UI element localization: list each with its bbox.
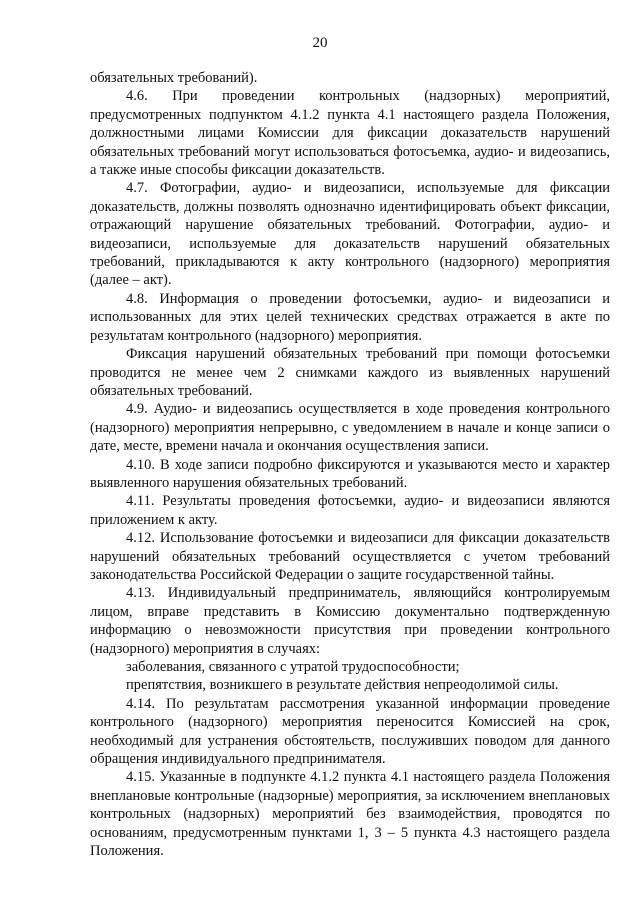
paragraph-4-15: 4.15. Указанные в подпункте 4.1.2 пункта 4.1 настоящего раздела Положения внеплановые контрольные (надзорные) мероприятия, за исключением внеплановых контрольных (надзорных) мероприятий без взаимодействия, проводятся по основаниям, предусмотренным пунктами 1, 3 – 5 пункта 4.3 настоящего раздела Положения. [90, 769, 610, 860]
paragraph-4-10: 4.10. В ходе записи подробно фиксируются и указываются место и характер выявленного нарушения обязательных требований. [90, 456, 610, 491]
paragraph-4-14: 4.14. По результатам рассмотрения указанной информации проведение контрольного (надзорного) мероприятия переносится Комиссией на срок, необходимый для устранения обстоятельств, послуживших поводом для данного обращения индивидуального предпринимателя. [90, 695, 610, 768]
paragraph-4-13: 4.13. Индивидуальный предприниматель, являющийся контролируемым лицом, вправе представить в Комиссию документально подтвержденную информацию о невозможности присутствия при проведении контрольного (надзорного) мероприятия в случаях: [90, 585, 610, 657]
paragraph-4-9: 4.9. Аудио- и видеозапись осуществляется в ходе проведения контрольного (надзорного) мероприятия непрерывно, с уведомлением в начале и конце записи о дате, месте, времени начала и окончания осуществления записи. [90, 401, 610, 455]
paragraph-4-6: 4.6. При проведении контрольных (надзорных) мероприятий, предусмотренных подпунктом 4.1.2 пункта 4.1 настоящего раздела Положения, должностными лицами Комиссии для фиксации доказательств нарушений обязательных требований могут использоваться фотосъемка, аудио- и видеозапись, а также иные способы фиксации доказательств. [90, 88, 610, 179]
paragraph-4-7: 4.7. Фотографии, аудио- и видеозаписи, используемые для фиксации доказательств, должны позволять однозначно идентифицировать объект фиксации, отражающий нарушение обязательных требований. Фотографии, аудио- и видеозаписи, используемые для доказательств нарушений обязательных требований, прикладываются к акту контрольного (надзорного) мероприятия (далее – акт). [90, 180, 610, 289]
paragraph-4-11: 4.11. Результаты проведения фотосъемки, аудио- и видеозаписи являются приложением к акту. [90, 493, 610, 528]
paragraph-4-8: 4.8. Информация о проведении фотосъемки, аудио- и видеозаписи и использованных для этих целей технических средствах отражается в акте по результатам контрольного (надзорного) мероприятия. [90, 290, 610, 344]
paragraph-photo-fixation: Фиксация нарушений обязательных требований при помощи фотосъемки проводится не менее чем 2 снимками каждого из выявленных нарушений обязательных требований. [90, 346, 610, 399]
paragraph-case-illness: заболевания, связанного с утратой трудоспособности; [126, 659, 460, 675]
paragraph-4-12: 4.12. Использование фотосъемки и видеозаписи для фиксации доказательств нарушений обязательных требований осуществляется с учетом требований законодательства Российской Федерации о защите государственной тайны. [90, 530, 610, 583]
paragraph-0: обязательных требований). [90, 70, 258, 86]
page-number: 20 [312, 35, 328, 51]
paragraph-case-force-majeure: препятствия, возникшего в результате действия непреодолимой силы. [126, 677, 559, 694]
document-body [90, 69, 610, 860]
